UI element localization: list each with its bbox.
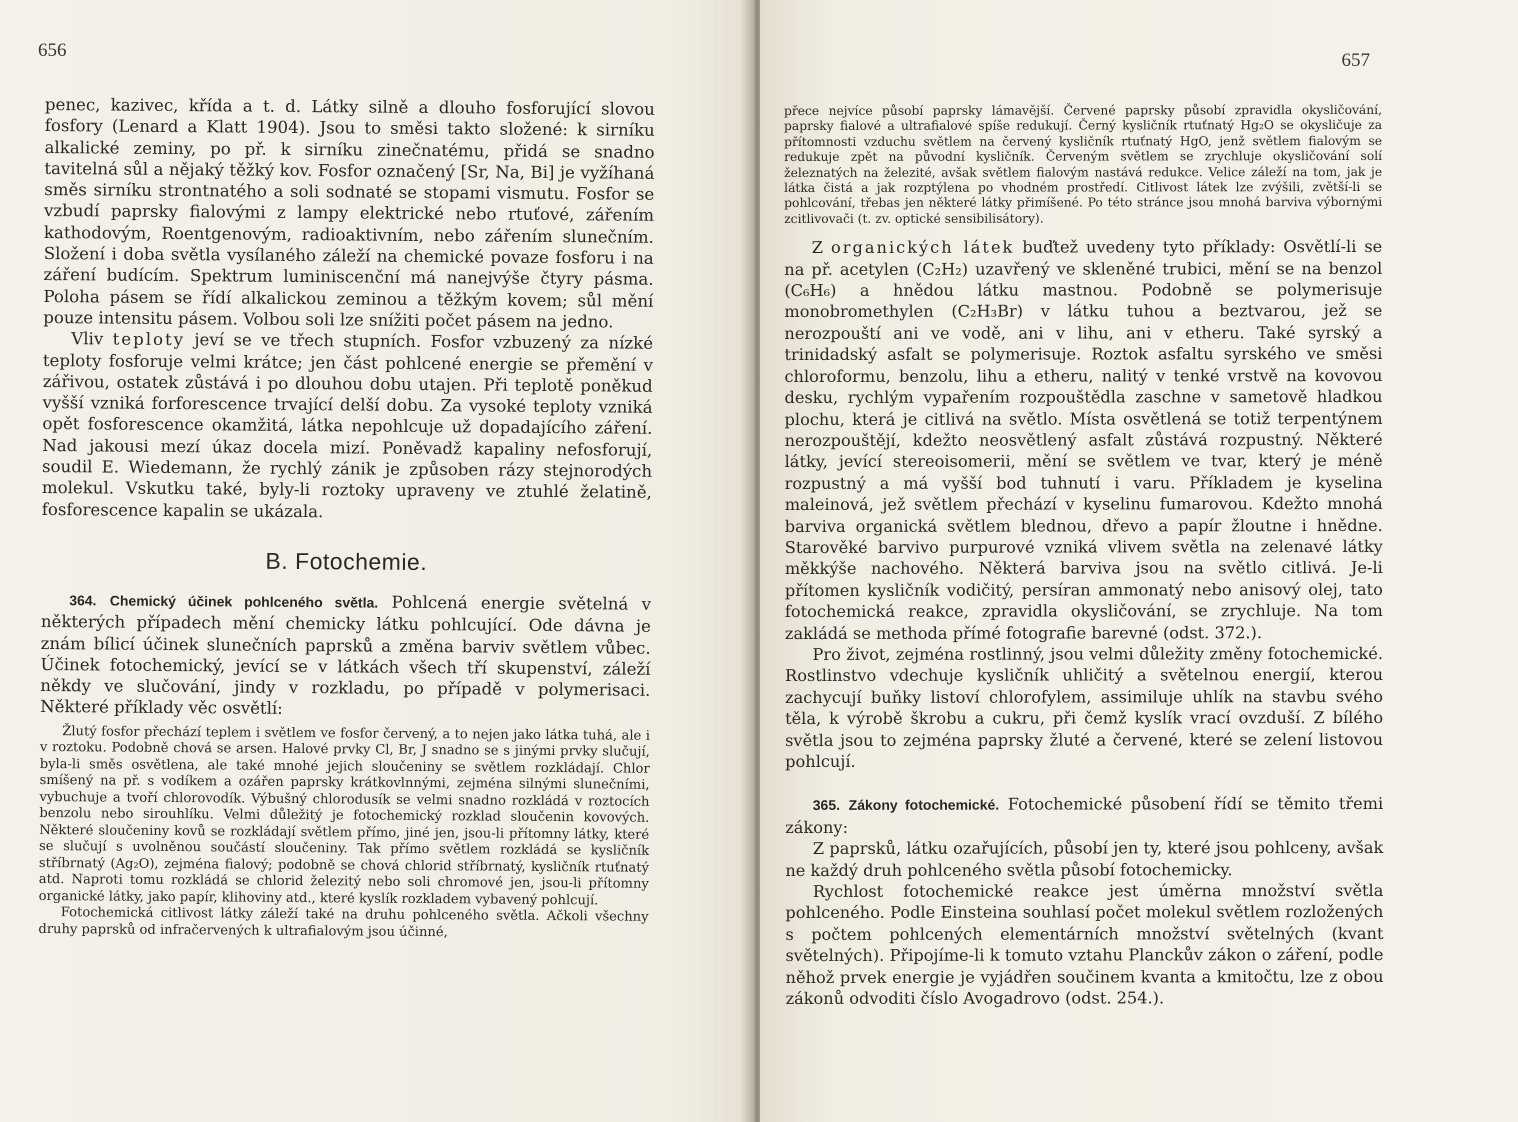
- intro-paragraph: penec, kazivec, křída a t. d. Látky silně a dlouho fosforující slovou fosfory (Lenard a Klatt 1904). Jsou to směsi takto složené: k sirníku alkalické zeminy, po př. k sirníku zinečnatému, přidá se snadno tavitelná sůl a nějaký těžký kov. Fosfor označený [Sr, Na, Bi] je vyžíhaná směs sirníku strontnatého a soli sodnaté se stopami vismutu. Fosfor se vzbudí paprsky fialovými z lampy elektrické nebo rtuťové, zářením kathodovým, Roentgenovým, radioaktivním, nebo zářením slunečním. Složení i doba světla vysílaného záleží na chemické povaze fosforu i na záření budícím. Spektrum luminiscenční má nanejvýše čtyry pásma. Poloha pásem se řídí alkalickou zeminou a těžkým kovem; sůl mění pouze intensitu pásem. Volbou soli lze snížiti počet pásem na jedno.: [43, 94, 655, 332]
- temperature-spaced-word: teploty: [112, 329, 186, 350]
- right-page: [760, 0, 1518, 1122]
- organic-text: buďtež uvedeny tyto příklady: Osvětlí-li se na př. acetylen (C₂H₂) uzavřený ve skleněné trubici, mění se na benzol (C₆H₆) a hnědou látku mastnou. Podobně se polymerisuje monobromethylen (C₂H₃Br) v látku tuhou a beztvarou, jež se nerozpouští ani ve vodě, ani v lihu, ani v etheru. Také syrský a trinidadský asfalt se polymerisuje. Roztok asfaltu syrského ve směsi chloroformu, benzolu, lihu a etheru, nalitý v tenké vrstvě na kovovou desku, rychlým vypařením rozpouštědla zaschne v sametově hladkou plochu, která je citlivá na světlo. Místa osvětlená se totiž terpentýnem nerozpouštějí, kdežto neosvětlený asfalt zůstává rozpustný. Některé látky, jevící stereoisomerii, mění se světlem ve tvar, který je méně rozpustný a má vyšší bod tuhnutí i varu. Příkladem je kyselina maleinová, jež světlem přechází v kyselinu fumarovou. Kdežto mnohá barviva organická světlem blednou, dřevo a papír žloutne i hnědne. Starověké barvivo purpurové vzniká vlivem světla na zelenavé látky měkkýše nachového. Některá barviva jsou na světlo citlivá. Je-li přítomen kysličník vodičitý, persíran ammonatý nebo anisový olej, tato fotochemická reakce, zpravidla okysličování, se zrychluje. Na tom zakládá se methoda přímé fotografie barevné (odst. 372.).: [784, 237, 1383, 643]
- small-paragraph-sensitivity: Fotochemická citlivost látky záleží také na druhu pohlceného světla. Ačkoli všechny druhy paprsků od infračervených k ultrafialovým jsou účinné,: [38, 905, 649, 940]
- section-364-number: 364.: [69, 592, 97, 609]
- right-page-number: 657: [1341, 50, 1370, 71]
- organic-spaced-words: organických látek: [830, 237, 1015, 258]
- section-364-paragraph: [40, 589, 651, 723]
- left-text-column: [38, 94, 655, 943]
- law-2-paragraph: Rychlost fotochemické reakce jest úměrna množství světla pohlceného. Podle Einsteina souhlasí počet molekul světlem rozložených s počtem pohlcených elementárních množství světelných (kvant světelných). Připojíme-li k tomuto vztahu Planckův zákon o záření, podle něhož prvek energie je vyjádřen součinem kvanta a kmitočtu, lze z obou zákonů odvoditi číslo Avogadrovo (odst. 254.).: [785, 880, 1384, 1009]
- section-364-heading: Chemický účinek pohlceného světla.: [109, 592, 379, 611]
- life-paragraph: Pro život, zejména rostlinný, jsou velmi důležity změny fotochemické. Rostlinstvo vdechuje kysličník uhličitý a světelnou energií, kterou zachycují buňky listoví chlorofylem, assimiluje uhlík na stavbu svého těla, k výrobě škrobu a cukru, při čemž kyslík vrací ovzduší. Z bílého světla jsou to zejména paprsky žluté a červené, které se zelení listovou pohlcují.: [784, 643, 1384, 771]
- section-365-text: Fotochemické působení řídí se těmito třemi zákony:: [785, 794, 1384, 837]
- left-page: [0, 0, 752, 1122]
- organic-paragraph: [784, 236, 1383, 644]
- temperature-lead: Vliv: [71, 329, 104, 349]
- law-1-paragraph: Z paprsků, látku ozařujících, působí jen ty, které jsou pohlceny, avšak ne každý druh pohlceného světla působí fotochemicky.: [785, 838, 1384, 880]
- small-paragraph-phosphor: Žlutý fosfor přechází teplem i světlem ve fosfor červený, a to nejen jako látka tuhá, ale i v roztoku. Podobně chová se arsen. Halové prvky Cl, Br, J snadno se s jinými prvky slučují, byla-li směs osvětlena, ale také mnohé jejich sloučeniny se světlem rozkládají. Chlor smíšený na př. s vodíkem a ozářen paprsky krátkovlnnými, zejména silnými slunečními, vybuchuje a tvoří chlorovodík. Výbušný chlorodusík se velmi snadno rozkládá v roztocích benzolu nebo sirouhlíku. Velmi důležitý je fotochemický rozklad sloučenin kovových. Některé sloučeniny kovů se rozkládají světlem přímo, jiné jen, jsou-li přítomny látky, které se slučují s uvolněnou součástí sloučeniny. Tak přímo světlem rozkládá se kysličník stříbrnatý (Ag₂O), zejména fialový; podobně se chová chlorid stříbrnatý, kysličník rtuťnatý atd. Naproti tomu rozkládá se chlorid železitý nebo soli chromové jen, jsou-li přítomny organické látky, jako papír, klihoviny atd., které kyslík rozkladem vybavený pohlcují.: [38, 723, 651, 909]
- section-title: B. Fotochemie.: [265, 547, 428, 575]
- section-365-paragraph: [785, 793, 1383, 838]
- section-365-number: 365.: [812, 797, 841, 814]
- temperature-paragraph: [42, 328, 653, 524]
- right-text-column: [784, 103, 1384, 1010]
- temperature-text: jeví se ve třech stupních. Fosfor vzbuzený za nízké teploty fosforuje velmi krátce; jen část pohlcené energie se přemění v zářivou, ostatek zůstává i po dlouhou dobu utajen. Při teplotě poněkud vyšší vzniká forforescence trvající delší dobu. Za vysoké teploty vzniká opět fosforescence okamžitá, látka nepohlcuje už dopadajícího záření. Nad jakousi mezí úkaz docela mizí. Poněvadž kapaliny nefosforují, soudil E. Wiedemann, že rychlý zánik je způsoben rázy stejnorodých molekul. Vskutku také, byly-li roztoky upraveny ve ztuhlé želatině, fosforescence kapalin se ukázala.: [41, 330, 654, 521]
- organic-lead: Z: [811, 238, 824, 258]
- section-365-heading: Zákony fotochemické.: [848, 797, 1000, 814]
- section-364-text: Pohlcená energie světelná v některých případech mění chemicky látku pohlcující. Ode dávna je znám bílicí účinek slunečních paprsků a změna barviv světlem vůbec. Účinek fotochemický, jevící se v látkách všech tří skupenství, záleží někdy ve slučování, jindy v rozkladu, po případě v polymerisaci. Některé příklady věc osvětlí:: [40, 592, 652, 719]
- small-paragraph-continuation: přece nejvíce působí paprsky lámavější. Červené paprsky působí zpravidla okysličování, paprsky fialové a ultrafialové spíše redukují. Černý kysličník rtuťnatý Hg₂O se okysličuje za přítomnosti vzduchu světlem na červený kysličník rtuťnatý HgO, jenž světlem fialovým se redukuje zpět na původní kysličník. Červeným světlem se zrychluje okysličování solí železnatých na železité, avšak světlem fialovým nastává redukce. Velice záleží na tom, jak je látka čistá a jak rozptýlena po vhodném prostředí. Citlivost látek lze zvýšili, zvětší-li se pohlcování, třebas jen některé látky přimíšené. Po této stránce jsou mnohá barviva výbornými zcitlivovači (t. zv. optické sensibilisátory).: [784, 102, 1383, 226]
- left-page-number: 656: [38, 40, 67, 61]
